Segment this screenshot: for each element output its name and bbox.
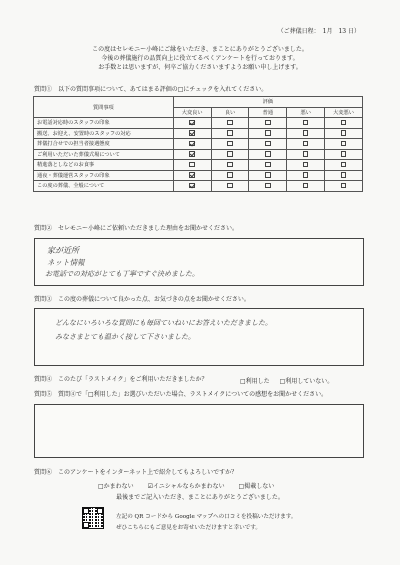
rating-col-header: 良い (211, 107, 249, 118)
rating-table (33, 96, 363, 192)
rating-cell (211, 139, 249, 150)
table-row (34, 128, 363, 139)
rating-cell (249, 128, 287, 139)
checkbox-icon[interactable] (341, 162, 347, 168)
rating-cell (211, 170, 249, 181)
checkbox-icon[interactable] (341, 141, 347, 147)
rating-cell (325, 139, 363, 150)
q6-option-ok[interactable]: □かまわない (98, 483, 134, 490)
q1-question: 質問① 以下の質問事項について、あてはまる評価の□にチェックを入れてください。 (34, 86, 268, 93)
q4-options (240, 376, 341, 385)
checkbox-icon[interactable] (189, 162, 195, 168)
checkbox-icon[interactable] (341, 130, 347, 136)
rating-cell (249, 118, 287, 129)
q2-answer-line: お電話での対応がとても丁寧ですぐ決めました。 (45, 270, 199, 278)
rating-cell (287, 170, 325, 181)
checkbox-icon[interactable] (303, 141, 309, 147)
col-header-item: 質問事項 (34, 97, 174, 118)
rating-cell (325, 160, 363, 171)
closing-message: 最後までご記入いただき、まことにありがとうございました。 (116, 494, 284, 501)
q2-answer-line: 家が近所 (47, 246, 79, 255)
rating-cell (249, 139, 287, 150)
rating-cell (287, 118, 325, 129)
question-item-label: 通夜・葬儀運営スタッフの印象 (34, 170, 174, 181)
rating-cell (173, 149, 211, 160)
checkbox-icon[interactable] (341, 151, 347, 157)
checkbox-icon[interactable] (265, 183, 271, 189)
q5-answer-box[interactable] (34, 404, 364, 458)
question-item-label: 搬送、お迎え、安置時のスタッフの対応 (34, 128, 174, 139)
intro-text (0, 45, 400, 72)
qr-code-icon[interactable] (82, 507, 104, 529)
checkbox-icon[interactable] (227, 183, 233, 189)
checked-checkbox-icon[interactable] (189, 120, 195, 126)
checkbox-icon[interactable] (265, 151, 271, 157)
rating-cell (211, 160, 249, 171)
checkbox-icon[interactable] (227, 130, 233, 136)
col-header-rating: 評価 (173, 97, 362, 108)
checked-checkbox-icon[interactable] (189, 151, 195, 157)
checkbox-icon[interactable] (341, 120, 347, 126)
intro-line: この度はセレモニー小峰にご縁をいただき、まことにありがとうございました。 (92, 46, 308, 53)
rating-cell (325, 128, 363, 139)
q6-option-no[interactable]: □掲載しない (238, 483, 275, 490)
checked-checkbox-icon[interactable] (189, 141, 195, 147)
rating-cell (287, 181, 325, 192)
qr-note-line: ぜひこちらにもご意見をお寄せいただけますと幸いです。 (116, 525, 261, 531)
rating-cell (211, 118, 249, 129)
rating-col-header: 普通 (249, 107, 287, 118)
q2-answer-box[interactable] (34, 238, 364, 286)
rating-cell (173, 139, 211, 150)
checkbox-icon[interactable] (341, 183, 347, 189)
table-row (34, 149, 363, 160)
checkbox-icon[interactable] (303, 172, 309, 178)
rating-cell (211, 149, 249, 160)
rating-cell (173, 170, 211, 181)
q6-options (98, 481, 286, 490)
checkbox-icon[interactable] (341, 172, 347, 178)
rating-cell (249, 149, 287, 160)
checkbox-icon[interactable] (265, 130, 271, 136)
checkbox-icon[interactable] (227, 162, 233, 168)
checkbox-icon[interactable] (265, 172, 271, 178)
rating-cell (249, 170, 287, 181)
table-row (34, 139, 363, 150)
funeral-date-label: （ご葬儀日程： 1月 13 日） (277, 28, 360, 35)
q3-answer-line: みなさまとても温かく接して下さいました。 (55, 333, 195, 341)
table-row (34, 118, 363, 129)
question-item-label: お電話対応時のスタッフの印象 (34, 118, 174, 129)
rating-col-header: 大変悪い (325, 107, 363, 118)
checkbox-icon[interactable] (227, 151, 233, 157)
q6-question: 質問⑥ このアンケートをインターネット上で紹介してもよろしいですか？ (34, 469, 238, 476)
checkbox-icon[interactable] (303, 162, 309, 168)
question-item-label: ご利用いただいた葬儀式場について (34, 149, 174, 160)
rating-cell (173, 160, 211, 171)
checkbox-icon[interactable] (265, 120, 271, 126)
rating-cell (287, 139, 325, 150)
intro-line: 今後の葬儀施行の品質向上に役立てるべくアンケートを行っております。 (101, 55, 299, 62)
checkbox-icon[interactable] (227, 120, 233, 126)
rating-cell (211, 128, 249, 139)
checkbox-icon[interactable] (303, 183, 309, 189)
question-item-label: 葬儀打合せでの担当者接遇態度 (34, 139, 174, 150)
checked-checkbox-icon[interactable] (189, 172, 195, 178)
rating-cell (325, 170, 363, 181)
rating-cell (211, 181, 249, 192)
q2-question: 質問② セレモニー小峰にご依頼いただきました理由をお聞かせください。 (34, 225, 239, 232)
checkbox-icon[interactable] (265, 162, 271, 168)
q6-option-initials[interactable]: ☑イニシャルならかまわない (147, 483, 225, 490)
rating-cell (325, 181, 363, 192)
rating-cell (173, 181, 211, 192)
rating-col-header: 大変良い (173, 107, 211, 118)
q4-question: 質問④ このたび「ラストメイク」をご利用いただきましたか？ (34, 376, 208, 383)
checkbox-icon[interactable] (227, 172, 233, 178)
rating-cell (249, 160, 287, 171)
table-row (34, 170, 363, 181)
q4-option-not-used[interactable]: □利用していない。 (279, 378, 334, 385)
intro-line: お手数とは思いますが、何卒ご協力くださいますようお願い申し上げます。 (98, 64, 302, 71)
checked-checkbox-icon[interactable] (189, 130, 195, 136)
checkbox-icon[interactable] (303, 130, 309, 136)
checkbox-icon[interactable] (303, 151, 309, 157)
rating-cell (287, 149, 325, 160)
q3-answer-box[interactable] (34, 308, 364, 366)
q3-question: 質問③ この度の葬儀について良かった点、お気づきの点をお聞かせください。 (34, 296, 250, 303)
rating-cell (325, 149, 363, 160)
q3-answer-line: どんなにいろいろな質問にも毎回ていねいにお答えいただきました。 (55, 319, 272, 327)
rating-cell (325, 118, 363, 129)
question-item-label: 精進落としなどのお食事 (34, 160, 174, 171)
table-row (34, 160, 363, 171)
rating-cell (173, 128, 211, 139)
rating-cell (173, 118, 211, 129)
checkbox-icon[interactable] (227, 141, 233, 147)
rating-cell (287, 128, 325, 139)
checkbox-icon[interactable] (265, 141, 271, 147)
q2-answer-line: ネット情報 (47, 258, 85, 267)
question-item-label: この度の葬儀、全般について (34, 181, 174, 192)
q4-option-used[interactable]: □利用した (240, 378, 270, 385)
checkbox-icon[interactable] (303, 120, 309, 126)
q5-question: 質問⑤ 質問④で「□利用した」お選びいただいた場合、ラストメイクについての感想をお聞かせください。 (34, 391, 328, 398)
rating-cell (287, 160, 325, 171)
rating-col-header: 悪い (287, 107, 325, 118)
rating-cell (249, 181, 287, 192)
checked-checkbox-icon[interactable] (189, 183, 195, 189)
qr-note-line: 左記の QR コードから Google マップへの口コミを投稿いただけます。 (116, 514, 297, 520)
table-row (34, 181, 363, 192)
